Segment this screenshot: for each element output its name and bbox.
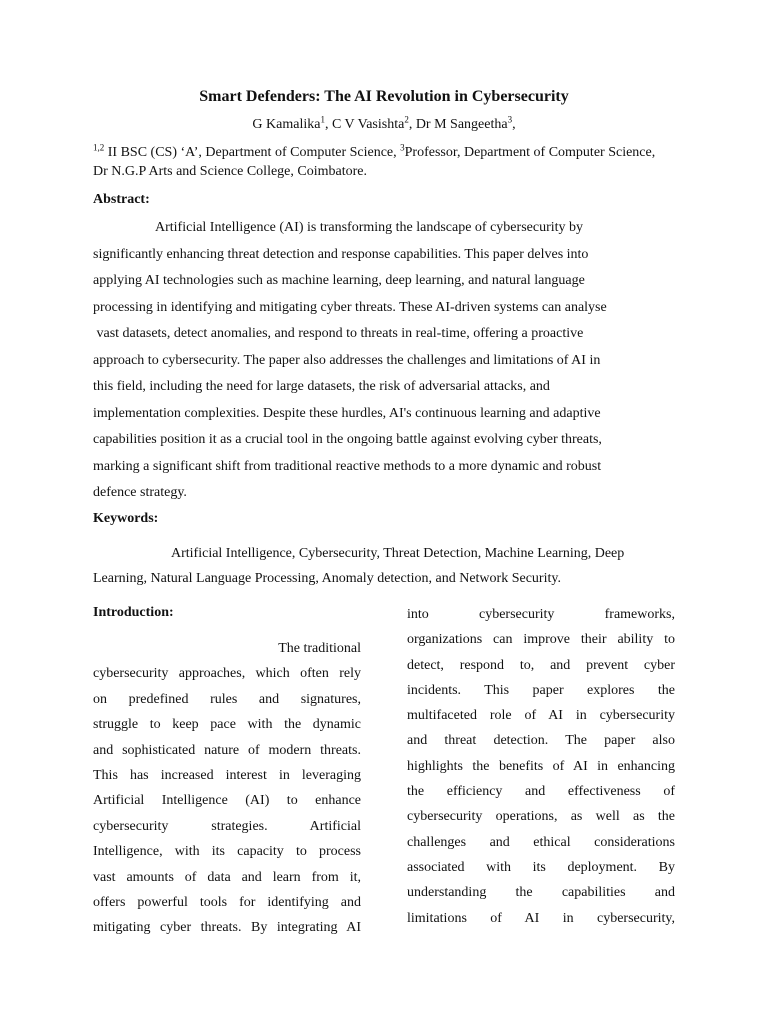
abstract-line: this field, including the need for large datasets, the risk of adversarial attacks, and [93,379,550,394]
intro-line: detect, respond to, and prevent cyber [407,657,675,673]
introduction-right-column [407,602,675,931]
intro-line: understanding the capabilities and [407,885,675,901]
keywords-line: Artificial Intelligence, Cybersecurity, Threat Detection, Machine Learning, Deep [171,546,625,561]
abstract-line: marking a significant shift from traditional reactive methods to a more dynamic and robust [93,458,602,474]
author-name: , C V Vasishta [324,117,405,132]
intro-line: mitigating cyber threats. By integrating AI [93,920,361,936]
author-name: , Dr M Sangeetha [408,117,508,132]
author-superscript: 1 [320,114,325,125]
keywords-heading: Keywords: [93,511,159,526]
intro-line: struggle to keep pace with the dynamic [93,717,361,733]
author-line [0,115,768,135]
abstract-line: implementation complexities. Despite these hurdles, AI's continuous learning and adaptive [93,405,601,421]
intro-line: the efficiency and effectiveness of [407,784,675,800]
intro-line: and threat detection. The paper also [407,733,675,749]
intro-line: vast amounts of data and learn from it, [93,869,361,885]
abstract-line: vast datasets, detect anomalies, and respond to threats in real-time, offering a proactive [93,326,584,341]
abstract-line: defence strategy. [93,485,187,500]
intro-line: This has increased interest in leveraging [93,768,361,784]
introduction-left-column [93,636,361,941]
abstract-heading: Abstract: [93,192,150,207]
author-line-end: , [512,117,516,132]
abstract-line: approach to cybersecurity. The paper also addresses the challenges and limitations of AI in [93,352,601,368]
intro-line: cybersecurity approaches, which often rely [93,666,361,682]
abstract-line: significantly enhancing threat detection and response capabilities. This paper delves into [93,246,589,262]
author-superscript: 3 [507,114,513,125]
keywords-body [93,541,675,591]
author-superscript: 2 [404,114,409,125]
intro-line: Artificial Intelligence (AI) to enhance [93,793,361,809]
intro-line: offers powerful tools for identifying and [93,895,361,911]
abstract-line: processing in identifying and mitigating cyber threats. These AI-driven systems can analyse [93,299,607,315]
affiliation-superscript: 3 [400,142,405,153]
abstract-line: capabilities position it as a crucial tool in the ongoing battle against evolving cyber threats, [93,432,602,447]
author-name: G Kamalika [252,117,321,132]
intro-line: highlights the benefits of AI in enhancing [407,758,675,774]
intro-line: associated with its deployment. By [407,859,675,875]
intro-line: on predefined rules and signatures, [93,691,361,707]
intro-line: cybersecurity operations, as well as the [407,809,675,825]
intro-line: The traditional [278,641,361,656]
keywords-line: Learning, Natural Language Processing, Anomaly detection, and Network Security. [93,571,561,586]
paper-title: Smart Defenders: The AI Revolution in Cybersecurity [199,88,569,105]
intro-line: and sophisticated nature of modern threats. [93,742,361,758]
intro-line: organizations can improve their ability to [407,632,675,648]
intro-line: into cybersecurity frameworks, [407,607,675,622]
abstract-line: Artificial Intelligence (AI) is transforming the landscape of cybersecurity by [155,220,584,235]
intro-line: challenges and ethical considerations [407,834,675,850]
introduction-heading: Introduction: [93,605,174,620]
abstract-line: applying AI technologies such as machine learning, deep learning, and natural language [93,273,585,288]
intro-line: cybersecurity strategies. Artificial [93,818,361,834]
abstract-body [93,215,675,507]
intro-line: limitations of AI in cybersecurity, [407,910,675,926]
intro-line: Intelligence, with its capacity to process [93,844,361,860]
affiliation-text: II BSC (CS) ‘A’, Department of Computer Science, [104,145,401,160]
affiliation [93,143,673,181]
affiliation-text: Professor, Department of Computer Science, Dr N.G.P Arts and Science College, Coimbatore. [93,145,656,179]
intro-line: incidents. This paper explores the [407,682,675,698]
affiliation-superscript: 1,2 [93,142,105,153]
intro-line: multifaceted role of AI in cybersecurity [407,708,675,724]
